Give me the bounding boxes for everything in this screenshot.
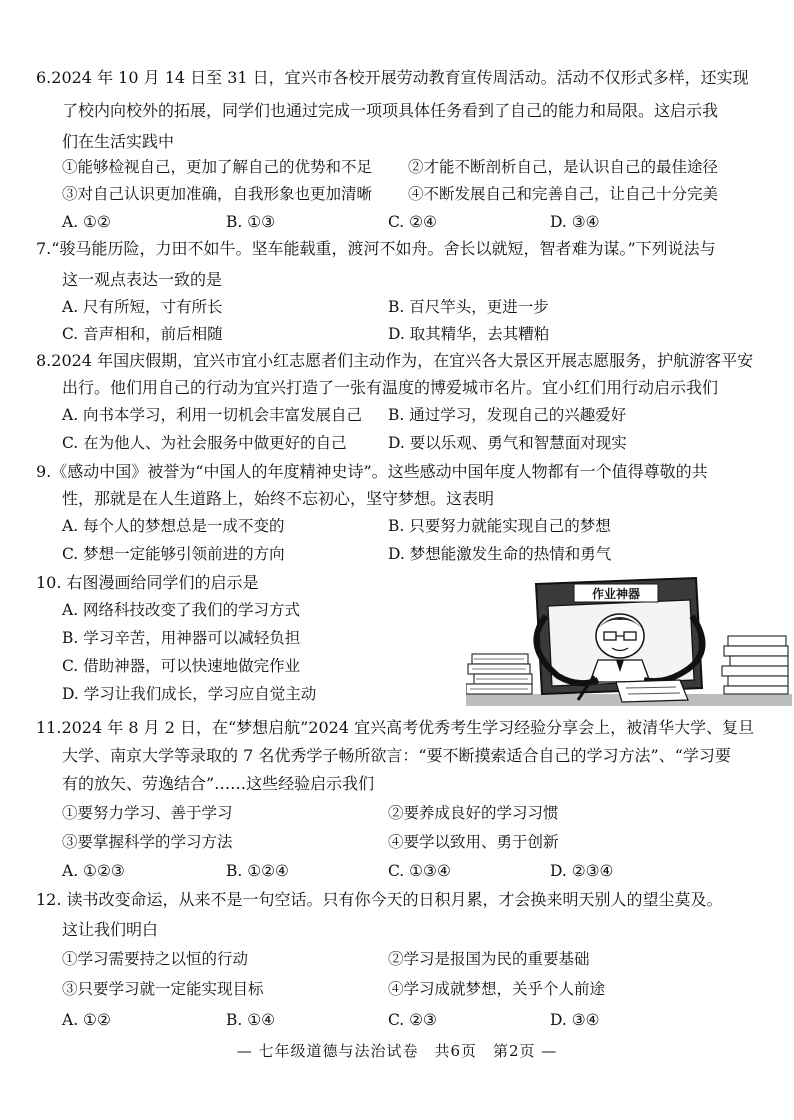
q11-line-1: 11.2024 年 8 月 2 日，在“梦想启航”2024 宜兴高考优秀考生学习经验分享会上，被清华大学、复旦 [36, 718, 755, 737]
q12-statement-3: ③只要学习就一定能实现目标 [62, 980, 264, 998]
q12-statement-2: ②学习是报国为民的重要基础 [388, 950, 590, 968]
q8-line-1: 8.2024 年国庆假期，宜兴市宜小红志愿者们主动作为，在宜兴各大景区开展志愿服务，护航游客平安 [36, 351, 754, 370]
homework-cartoon [466, 576, 792, 706]
q7-choice-d: D. 取其精华，去其糟粕 [388, 325, 550, 343]
cartoon-illustration [466, 576, 792, 706]
q12-choice-d: D. ③④ [550, 1011, 600, 1029]
q11-choice-a: A. ①②③ [62, 862, 125, 880]
q8-line-2: 出行。他们用自己的行动为宜兴打造了一张有温度的博爱城市名片。宜小红们用行动启示我们 [62, 378, 719, 397]
q6-line-1: 6.2024 年 10 月 14 日至 31 日，宜兴市各校开展劳动教育宣传周活动。活动不仅形式多样，还实现 [36, 68, 749, 87]
q6-choice-c: C. ②④ [388, 213, 437, 231]
q6-line-2: 了校内向校外的拓展，同学们也通过完成一项项具体任务看到了自己的能力和局限。这启示我 [62, 101, 719, 120]
q11-line-2: 大学、南京大学等录取的 7 名优秀学子畅所欲言：“要不断摸索适合自己的学习方法”、“学习要 [62, 746, 731, 765]
q12-line-2: 这让我们明白 [62, 920, 159, 939]
q9-choice-d: D. 梦想能激发生命的热情和勇气 [388, 545, 612, 563]
q10-choice-a: A. 网络科技改变了我们的学习方式 [62, 601, 301, 619]
q12-choice-b: B. ①④ [226, 1011, 276, 1029]
page-footer: — 七年级道德与法治试卷 共6页 第2页 — [236, 1042, 558, 1060]
q6-statement-4: ④不断发展自己和完善自己，让自己十分完美 [408, 185, 719, 203]
q12-statement-4: ④学习成就梦想，关乎个人前途 [388, 980, 606, 998]
q6-line-3: 们在生活实践中 [62, 132, 175, 151]
book-stack-right-icon [722, 636, 788, 694]
q7-choice-a: A. 尺有所短，寸有所长 [62, 298, 223, 316]
q10-choice-c: C. 借助神器，可以快速地做完作业 [62, 657, 301, 675]
q12-choice-a: A. ①② [62, 1011, 111, 1029]
q9-line-1: 9.《感动中国》被誉为“中国人的年度精神史诗”。这些感动中国年度人物都有一个值得尊敬的共 [36, 462, 708, 481]
q11-line-3: 有的放矢、劳逸结合”……这些经验启示我们 [62, 774, 375, 793]
cartoon-caption: 作业神器 [591, 587, 641, 601]
q11-statement-1: ①要努力学习、善于学习 [62, 804, 233, 822]
q9-choice-b: B. 只要努力就能实现自己的梦想 [388, 517, 611, 535]
q7-choice-b: B. 百尺竿头，更进一步 [388, 298, 549, 316]
q9-choice-a: A. 每个人的梦想总是一成不变的 [62, 517, 285, 535]
q11-statement-4: ④要学以致用、勇于创新 [388, 833, 559, 851]
q9-line-2: 性，那就是在人生道路上，始终不忘初心，坚守梦想。这表明 [62, 489, 495, 508]
q11-statement-3: ③要掌握科学的学习方法 [62, 833, 233, 851]
q8-choice-a: A. 向书本学习，利用一切机会丰富发展自己 [62, 406, 363, 424]
q7-line-1: 7.“骏马能历险，力田不如牛。坚车能载重，渡河不如舟。舍长以就短，智者难为谋。”下列说法与 [36, 239, 716, 258]
q6-choice-d: D. ③④ [550, 213, 600, 231]
q8-choice-d: D. 要以乐观、勇气和智慧面对现实 [388, 434, 627, 452]
q11-statement-2: ②要养成良好的学习习惯 [388, 804, 559, 822]
q12-choice-c: C. ②③ [388, 1011, 437, 1029]
q12-statement-1: ①学习需要持之以恒的行动 [62, 950, 249, 968]
q11-choice-c: C. ①③④ [388, 862, 451, 880]
q11-choice-d: D. ②③④ [550, 862, 614, 880]
q10-choice-b: B. 学习辛苦，用神器可以减轻负担 [62, 629, 301, 647]
student-figure-icon [590, 614, 650, 682]
q6-statement-3: ③对自己认识更加准确，自我形象也更加清晰 [62, 185, 373, 203]
q6-statement-1: ①能够检视自己，更加了解自己的优势和不足 [62, 158, 373, 176]
q6-statement-2: ②才能不断剖析自己，是认识自己的最佳途径 [408, 158, 719, 176]
q9-choice-c: C. 梦想一定能够引领前进的方向 [62, 545, 285, 563]
q8-choice-c: C. 在为他人、为社会服务中做更好的自己 [62, 434, 347, 452]
q12-line-1: 12. 读书改变命运，从来不是一句空话。只有你今天的日积月累，才会换来明天别人的望尘莫及。 [36, 890, 723, 909]
q7-choice-c: C. 音声相和，前后相随 [62, 325, 223, 343]
q10-line-1: 10. 右图漫画给同学们的启示是 [36, 573, 259, 592]
q10-choice-d: D. 学习让我们成长，学习应自觉主动 [62, 685, 317, 703]
q11-choice-b: B. ①②④ [226, 862, 289, 880]
q6-choice-a: A. ①② [62, 213, 111, 231]
q6-choice-b: B. ①③ [226, 213, 276, 231]
q7-line-2: 这一观点表达一致的是 [62, 270, 223, 289]
q8-choice-b: B. 通过学习，发现自己的兴趣爱好 [388, 406, 627, 424]
book-stack-left-icon [466, 654, 532, 694]
